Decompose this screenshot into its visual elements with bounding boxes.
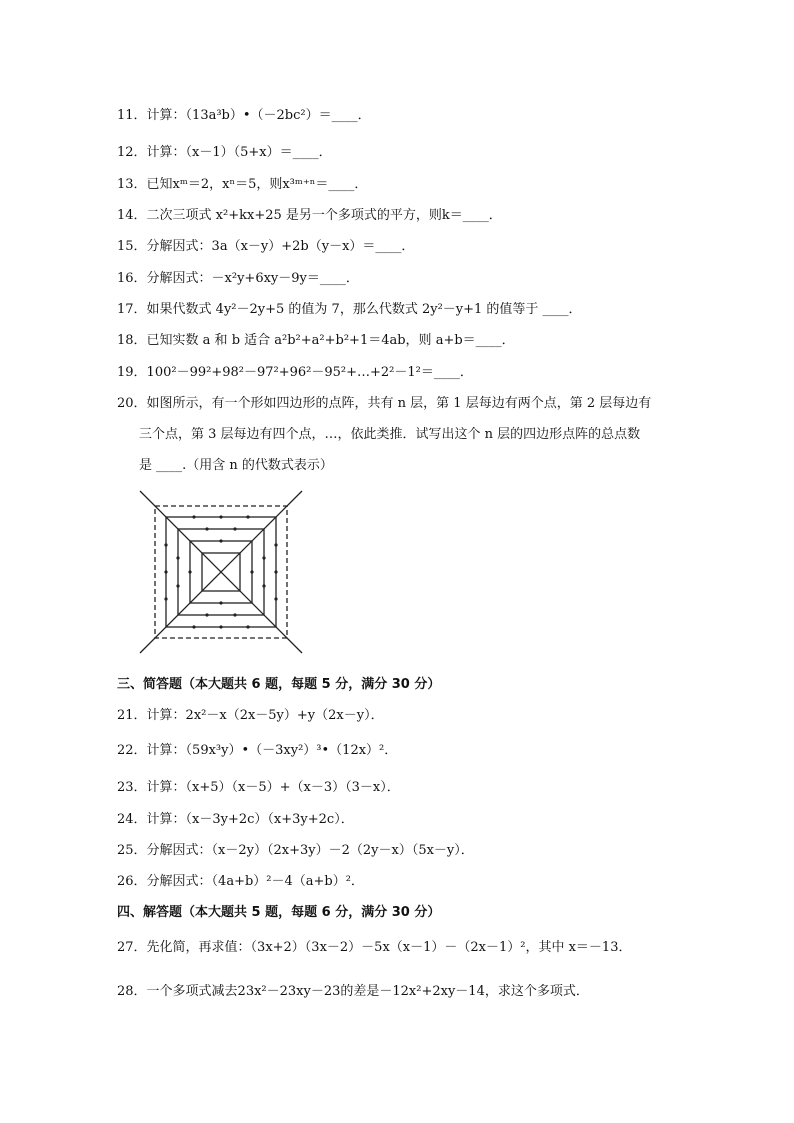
question-20-line-1: 20．如图所示，有一个形如四边形的点阵，共有 n 层，第 1 层每边有两个点，第 2 层每边有 (117, 396, 652, 411)
lattice-dot (205, 527, 208, 530)
lattice-dot (176, 556, 179, 559)
section-4-title: 四、解答题（本大题共 5 题，每题 6 分，满分 30 分） (117, 905, 441, 920)
lattice-dot (205, 613, 208, 616)
lattice-dot (233, 527, 236, 530)
question-20-line-2: 三个点，第 3 层每边有四个点，…，依此类推．试写出这个 n 层的四边形点阵的总点数 (139, 427, 641, 442)
question-16: 16．分解因式：－x²y+6xy－9y＝____． (117, 271, 359, 286)
lattice-dot (219, 625, 222, 628)
question-15: 15．分解因式：3a（x－y）+2b（y－x）＝____． (117, 239, 415, 254)
lattice-dot (262, 584, 265, 587)
lattice-dot (164, 597, 167, 600)
section-3-title: 三、简答题（本大题共 6 题，每题 5 分，满分 30 分） (117, 677, 441, 692)
lattice-dot (219, 539, 222, 542)
lattice-dot (262, 556, 265, 559)
question-23: 23．计算：（x+5）（x－5）+（x－3）（3－x）． (117, 780, 400, 795)
lattice-dot (164, 570, 167, 573)
question-26: 26．分解因式：（4a+b）²－4（a+b）²． (117, 874, 364, 889)
lattice-dot (246, 625, 249, 628)
lattice-dot (188, 570, 191, 573)
lattice-dot (219, 601, 222, 604)
question-25: 25．分解因式：（x－2y）（2x+3y）－2（2y－x）（5x－y）． (117, 843, 474, 858)
lattice-dot (246, 515, 249, 518)
lattice-dot (274, 543, 277, 546)
question-18: 18．已知实数 a 和 b 适合 a²b²+a²+b²+1＝4ab，则 a+b＝____． (117, 333, 515, 348)
question-19: 19．100²－99²+98²－97²+96²－95²+…+2²－1²＝____． (117, 365, 473, 380)
lattice-dot (219, 515, 222, 518)
question-13: 13．已知xᵐ＝2，xⁿ＝5，则x³ᵐ⁺ⁿ＝____． (117, 177, 368, 192)
question-24: 24．计算：（x－3y+2c）（x+3y+2c）． (117, 812, 354, 827)
lattice-dot (176, 584, 179, 587)
question-17: 17．如果代数式 4y²－2y+5 的值为 7，那么代数式 2y²－y+1 的值等于 ____． (117, 302, 582, 317)
question-11: 11．计算：（13a³b）•（－2bc²）＝____． (117, 108, 371, 123)
lattice-dot (233, 613, 236, 616)
question-20-line-3: 是 ____.（用含 n 的代数式表示） (139, 458, 333, 473)
question-21: 21．计算：2x²－x（2x－5y）+y（2x－y）． (117, 708, 384, 723)
lattice-dot (192, 515, 195, 518)
question-14: 14．二次三项式 x²+kx+25 是另一个多项式的平方，则k＝____． (117, 208, 502, 223)
question-22: 22．计算：（59x³y）•（－3xy²）³•（12x）²． (117, 743, 398, 758)
lattice-dot (250, 570, 253, 573)
lattice-dot (274, 597, 277, 600)
lattice-dot (192, 625, 195, 628)
dot-lattice-figure (136, 487, 306, 657)
lattice-dot (164, 543, 167, 546)
question-12: 12．计算：（x－1）（5+x）＝____． (117, 145, 332, 160)
question-28: 28．一个多项式减去23x²－23xy－23的差是－12x²+2xy－14，求这个多项式． (117, 984, 589, 999)
question-27: 27．先化简，再求值：（3x+2）（3x－2）－5x（x－1）－（2x－1）²，其中 x＝－13． (117, 940, 632, 955)
lattice-dot (274, 570, 277, 573)
